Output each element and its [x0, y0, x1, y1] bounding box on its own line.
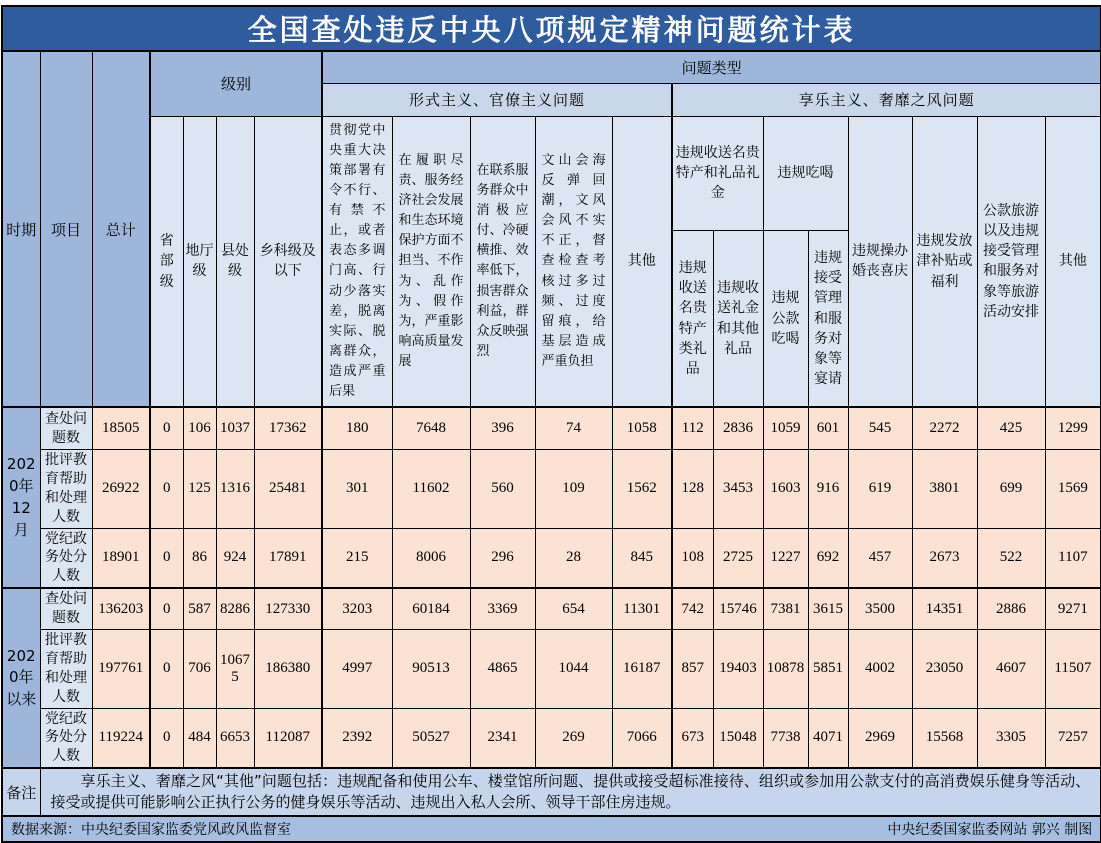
value-cell: 2886 [977, 588, 1045, 629]
value-cell: 15746 [713, 588, 763, 629]
header-formalism-col-1: 贯彻党中央重大决策部署有令不行、有禁不止，或者表态多调门高、行动少落实差，脱离实际、脱离群众，造成严重后果 [322, 116, 392, 407]
item-cell: 党纪政务处分人数 [40, 708, 92, 768]
value-cell: 19403 [713, 629, 763, 708]
value-cell: 15568 [912, 708, 977, 768]
value-cell: 127330 [254, 588, 322, 629]
value-cell: 5851 [808, 629, 848, 708]
value-cell: 4865 [470, 629, 535, 708]
value-cell: 112087 [254, 708, 322, 768]
header-dining-group: 违规吃喝 [763, 116, 848, 231]
value-cell: 17362 [254, 407, 322, 449]
value-cell: 396 [470, 407, 535, 449]
value-cell: 1316 [216, 449, 254, 528]
value-cell: 545 [848, 407, 912, 449]
header-period: 时期 [2, 51, 40, 407]
value-cell: 2392 [322, 708, 392, 768]
value-cell: 8006 [392, 528, 470, 588]
header-formalism-group: 形式主义、官僚主义问题 [322, 83, 672, 116]
header-level-col-county: 县处级 [216, 116, 254, 407]
value-cell: 106 [183, 407, 216, 449]
value-cell: 108 [672, 528, 713, 588]
table-row [2, 629, 1101, 708]
value-cell: 1299 [1045, 407, 1101, 449]
value-cell: 1037 [216, 407, 254, 449]
header-formalism-col-2: 在履职尽责、服务经济社会发展和生态环境保护方面不担当、不作为、乱作为、假作为，严重影响高质量发展 [392, 116, 470, 407]
header-level-col-township: 乡科级及以下 [254, 116, 322, 407]
header-formalism-col-4: 文山会海反弹回潮，文风会风不实不正，督查检查考核过多过频、过度留痕，给基层造成严重负担 [535, 116, 612, 407]
value-cell: 23050 [912, 629, 977, 708]
value-cell: 0 [150, 588, 183, 629]
remark-text-cell [40, 768, 1101, 816]
footer-bar [2, 816, 1101, 842]
value-cell: 18901 [92, 528, 150, 588]
value-cell: 3801 [912, 449, 977, 528]
value-cell: 4997 [322, 629, 392, 708]
header-gift-sub-money: 违规收送礼金和其他礼品 [713, 231, 763, 408]
value-cell: 1562 [612, 449, 672, 528]
value-cell: 0 [150, 629, 183, 708]
table-row [2, 407, 1101, 449]
value-cell: 0 [150, 528, 183, 588]
value-cell: 522 [977, 528, 1045, 588]
value-cell: 269 [535, 708, 612, 768]
value-cell: 742 [672, 588, 713, 629]
value-cell: 3203 [322, 588, 392, 629]
value-cell: 2836 [713, 407, 763, 449]
page-title: 全国查处违反中央八项规定精神问题统计表 [2, 6, 1101, 51]
value-cell: 50527 [392, 708, 470, 768]
remark-text: 享乐主义、奢靡之风“其他”问题包括：违规配备和使用公车、楼堂馆所问题、提供或接受超标准接待、组织或参加用公款支付的高消费娱乐健身等活动、接受或提供可能影响公正执行公务的健身娱乐等活动、违规出入私人会所、领导干部住房违规。 [50, 772, 1091, 812]
value-cell: 2725 [713, 528, 763, 588]
value-cell: 128 [672, 449, 713, 528]
value-cell: 109 [535, 449, 612, 528]
value-cell: 673 [672, 708, 713, 768]
value-cell: 857 [672, 629, 713, 708]
value-cell: 425 [977, 407, 1045, 449]
value-cell: 2969 [848, 708, 912, 768]
value-cell: 3500 [848, 588, 912, 629]
value-cell: 1603 [763, 449, 808, 528]
value-cell: 1058 [612, 407, 672, 449]
value-cell: 74 [535, 407, 612, 449]
value-cell: 186380 [254, 629, 322, 708]
value-cell: 6653 [216, 708, 254, 768]
value-cell: 14351 [912, 588, 977, 629]
value-cell: 4071 [808, 708, 848, 768]
value-cell: 0 [150, 708, 183, 768]
value-cell: 86 [183, 528, 216, 588]
value-cell: 7738 [763, 708, 808, 768]
value-cell: 9271 [1045, 588, 1101, 629]
header-problem-type-group: 问题类型 [322, 51, 1101, 83]
value-cell: 125 [183, 449, 216, 528]
value-cell: 90513 [392, 629, 470, 708]
footer-source: 数据来源：中央纪委国家监委党风政风监督室 [11, 822, 291, 839]
value-cell: 25481 [254, 449, 322, 528]
value-cell: 560 [470, 449, 535, 528]
value-cell: 4002 [848, 629, 912, 708]
value-cell: 0 [150, 407, 183, 449]
header-hedonism-col-allowance: 违规发放津补贴或福利 [912, 116, 977, 407]
item-cell: 查处问题数 [40, 407, 92, 449]
value-cell: 1227 [763, 528, 808, 588]
table-row [2, 588, 1101, 629]
value-cell: 924 [216, 528, 254, 588]
value-cell: 17891 [254, 528, 322, 588]
value-cell: 654 [535, 588, 612, 629]
value-cell: 28 [535, 528, 612, 588]
value-cell: 60184 [392, 588, 470, 629]
header-hedonism-col-other: 其他 [1045, 116, 1101, 407]
value-cell: 301 [322, 449, 392, 528]
value-cell: 11507 [1045, 629, 1101, 708]
value-cell: 3305 [977, 708, 1045, 768]
value-cell: 7381 [763, 588, 808, 629]
value-cell: 8286 [216, 588, 254, 629]
value-cell: 587 [183, 588, 216, 629]
header-formalism-col-3: 在联系服务群众中消极应付、冷硬横推、效率低下，损害群众利益，群众反映强烈 [470, 116, 535, 407]
header-item: 项目 [40, 51, 92, 407]
value-cell: 15048 [713, 708, 763, 768]
value-cell: 26922 [92, 449, 150, 528]
value-cell: 3453 [713, 449, 763, 528]
period-cell: 2020年以来 [2, 588, 40, 768]
value-cell: 136203 [92, 588, 150, 629]
value-cell: 619 [848, 449, 912, 528]
value-cell: 180 [322, 407, 392, 449]
value-cell: 197761 [92, 629, 150, 708]
value-cell: 10878 [763, 629, 808, 708]
value-cell: 7257 [1045, 708, 1101, 768]
value-cell: 1569 [1045, 449, 1101, 528]
value-cell: 119224 [92, 708, 150, 768]
stats-table [1, 5, 1101, 843]
footer-credit: 中央纪委国家监委网站 郭兴 制图 [887, 822, 1093, 839]
header-formalism-col-other: 其他 [612, 116, 672, 407]
header-level-group: 级别 [150, 51, 322, 116]
header-hedonism-col-wedding: 违规操办婚丧喜庆 [848, 116, 912, 407]
value-cell: 845 [612, 528, 672, 588]
value-cell: 7066 [612, 708, 672, 768]
header-gift-group: 违规收送名贵特产和礼品礼金 [672, 116, 763, 231]
header-dining-sub-banquet: 违规接受管理和服务对象等宴请 [808, 231, 848, 408]
header-level-col-prefecture: 地厅级 [183, 116, 216, 407]
value-cell: 2272 [912, 407, 977, 449]
value-cell: 296 [470, 528, 535, 588]
item-cell: 批评教育帮助和处理人数 [40, 629, 92, 708]
value-cell: 457 [848, 528, 912, 588]
value-cell: 601 [808, 407, 848, 449]
item-cell: 批评教育帮助和处理人数 [40, 449, 92, 528]
header-gift-sub-specialty: 违规收送名贵特产类礼品 [672, 231, 713, 408]
value-cell: 706 [183, 629, 216, 708]
value-cell: 7648 [392, 407, 470, 449]
remark-label: 备注 [2, 768, 40, 816]
value-cell: 16187 [612, 629, 672, 708]
value-cell: 484 [183, 708, 216, 768]
value-cell: 692 [808, 528, 848, 588]
value-cell: 2673 [912, 528, 977, 588]
value-cell: 916 [808, 449, 848, 528]
table-row [2, 708, 1101, 768]
value-cell: 112 [672, 407, 713, 449]
value-cell: 11301 [612, 588, 672, 629]
value-cell: 3615 [808, 588, 848, 629]
value-cell: 10675 [216, 629, 254, 708]
value-cell: 3369 [470, 588, 535, 629]
header-dining-sub-public: 违规公款吃喝 [763, 231, 808, 408]
value-cell: 4607 [977, 629, 1045, 708]
header-level-col-province: 省部级 [150, 116, 183, 407]
item-cell: 查处问题数 [40, 588, 92, 629]
value-cell: 1107 [1045, 528, 1101, 588]
header-hedonism-col-travel: 公款旅游以及违规接受管理和服务对象等旅游活动安排 [977, 116, 1045, 407]
header-total: 总计 [92, 51, 150, 407]
value-cell: 18505 [92, 407, 150, 449]
value-cell: 0 [150, 449, 183, 528]
value-cell: 11602 [392, 449, 470, 528]
table-row [2, 528, 1101, 588]
header-hedonism-group: 享乐主义、奢靡之风问题 [672, 83, 1101, 116]
period-cell: 2020年12月 [2, 407, 40, 588]
item-cell: 党纪政务处分人数 [40, 528, 92, 588]
value-cell: 1059 [763, 407, 808, 449]
value-cell: 2341 [470, 708, 535, 768]
table-row [2, 449, 1101, 528]
value-cell: 215 [322, 528, 392, 588]
value-cell: 699 [977, 449, 1045, 528]
value-cell: 1044 [535, 629, 612, 708]
